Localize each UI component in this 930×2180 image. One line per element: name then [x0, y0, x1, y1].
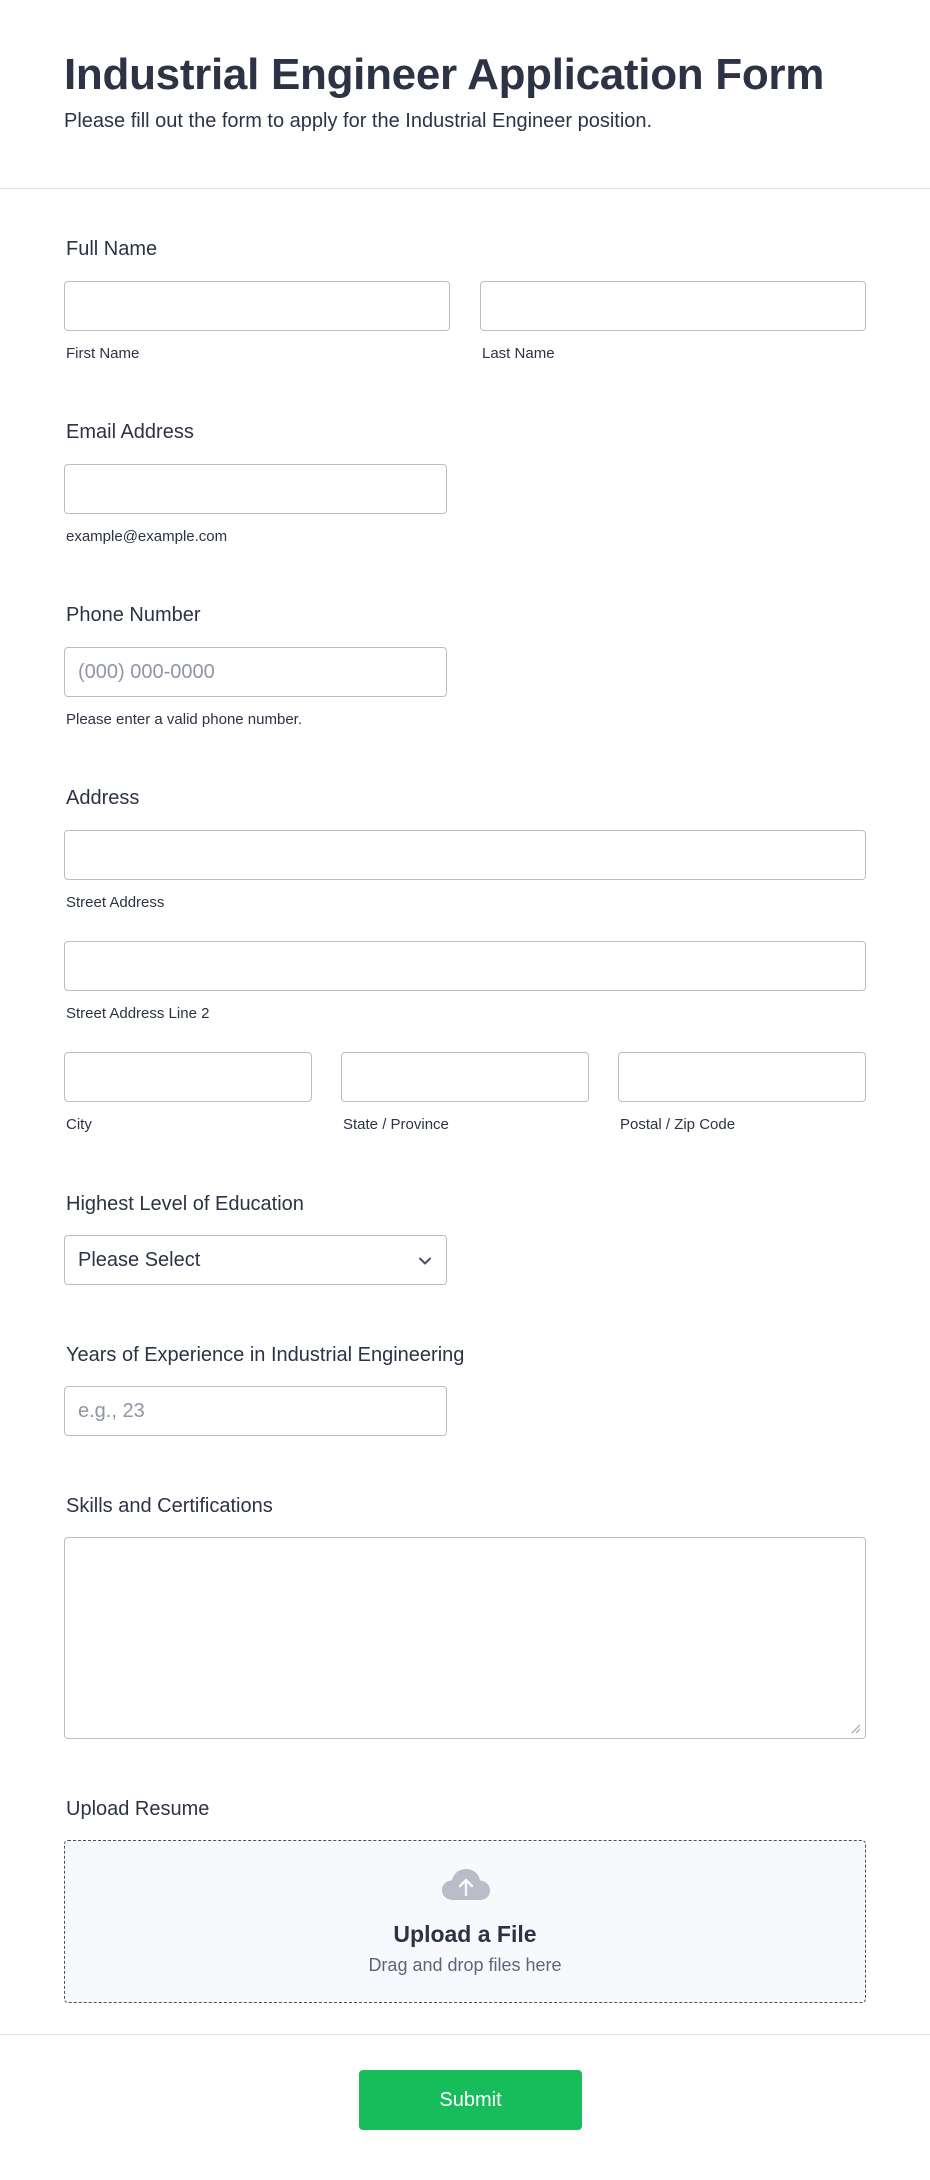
phone-sublabel: Please enter a valid phone number.	[66, 711, 302, 728]
upload-resume-label: Upload Resume	[66, 1798, 210, 1820]
skills-label: Skills and Certifications	[66, 1495, 273, 1517]
education-select-value: Please Select	[78, 1248, 201, 1271]
phone-input[interactable]	[64, 647, 447, 697]
form-header	[0, 0, 930, 189]
chevron-down-icon	[416, 1252, 434, 1270]
education-label: Highest Level of Education	[66, 1193, 304, 1215]
state-sublabel: State / Province	[343, 1116, 449, 1133]
file-upload-dropzone[interactable]	[64, 1840, 866, 2003]
page-title: Industrial Engineer Application Form	[64, 50, 825, 99]
state-input[interactable]	[341, 1052, 589, 1102]
full-name-label: Full Name	[66, 238, 158, 260]
zip-code-input[interactable]	[618, 1052, 866, 1102]
city-input[interactable]	[64, 1052, 312, 1102]
last-name-sublabel: Last Name	[482, 345, 555, 362]
email-sublabel: example@example.com	[66, 528, 228, 545]
city-sublabel: City	[66, 1116, 92, 1133]
first-name-sublabel: First Name	[66, 345, 140, 362]
footer-divider	[0, 2034, 930, 2035]
first-name-input[interactable]	[64, 281, 450, 331]
page-subtitle: Please fill out the form to apply for the Industrial Engineer position.	[64, 110, 653, 132]
upload-title: Upload a File	[393, 1921, 537, 1947]
upload-subtitle: Drag and drop files here	[368, 1955, 562, 1975]
phone-label: Phone Number	[66, 604, 201, 626]
address-label: Address	[66, 787, 140, 809]
experience-input[interactable]	[64, 1386, 447, 1436]
education-select[interactable]	[64, 1235, 447, 1285]
zip-code-sublabel: Postal / Zip Code	[620, 1116, 736, 1133]
resize-grip-icon[interactable]	[849, 1722, 861, 1734]
last-name-input[interactable]	[480, 281, 866, 331]
street-address-sublabel: Street Address	[66, 894, 165, 911]
submit-button[interactable]: Submit	[359, 2070, 582, 2130]
cloud-upload-icon	[441, 1867, 491, 1903]
street-address-line2-sublabel: Street Address Line 2	[66, 1005, 210, 1022]
experience-label: Years of Experience in Industrial Engineering	[66, 1344, 465, 1366]
email-field[interactable]	[64, 464, 447, 514]
email-label: Email Address	[66, 421, 194, 443]
skills-textarea[interactable]	[64, 1537, 866, 1739]
street-address-input[interactable]	[64, 830, 866, 880]
street-address-line2-input[interactable]	[64, 941, 866, 991]
